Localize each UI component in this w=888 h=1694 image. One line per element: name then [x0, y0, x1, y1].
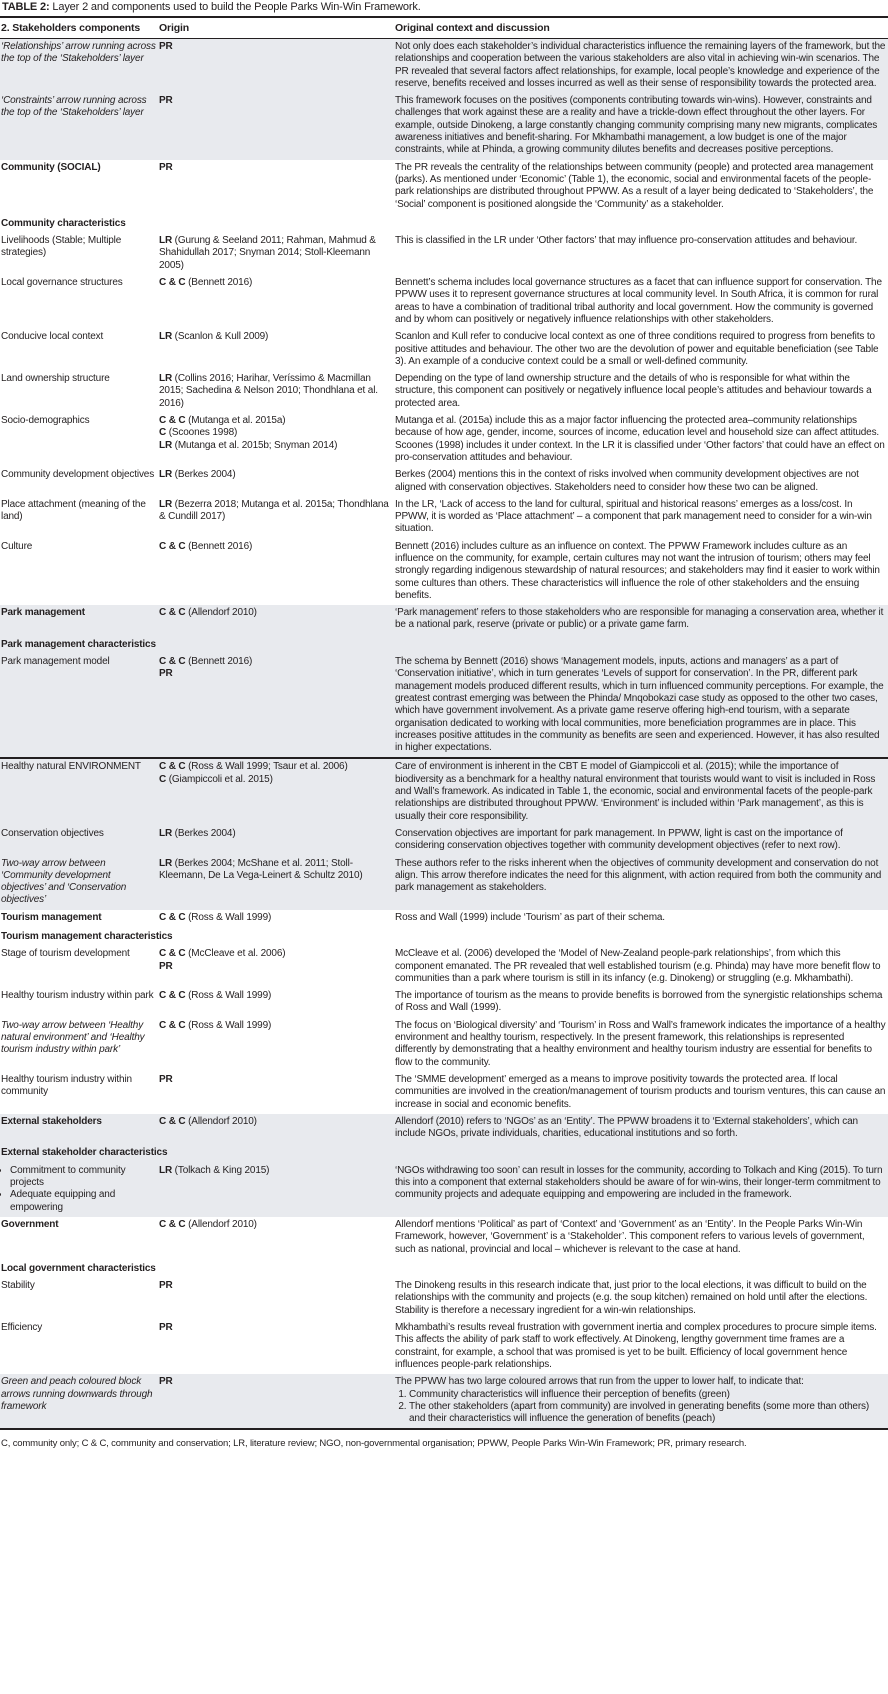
section-heading: External stakeholder characteristics — [0, 1143, 888, 1162]
header-origin: Origin — [159, 22, 190, 34]
context-text: Allendorf (2010) refers to ‘NGOs’ as an ‘Entity’. The PPWW broadens it to ‘External stakeholders’, which can include NGOs, private individuals, charities, educational institutions and so forth. — [395, 1115, 858, 1140]
context-text: McCleave et al. (2006) developed the ‘Model of New-Zealand people-park relationships’, from which this component emanated. The PR revealed that well established tourism (e.g. Phinda) may have more benefit flow to communities than a park where tourism is still in its infancy (e.g. Dinokeng) or struggling (e.g. Mkhambathi). — [395, 948, 881, 984]
context-cell — [394, 275, 888, 329]
table-row — [0, 1072, 888, 1114]
component-cell: Stage of tourism development — [1, 948, 130, 960]
component-cell: Park management — [0, 605, 158, 635]
section-heading: Local government characteristics — [1, 1262, 156, 1274]
table-row — [0, 1217, 888, 1259]
component-cell: Healthy tourism industry within park — [1, 990, 154, 1002]
table-row — [0, 329, 888, 371]
context-text: Bennett’s schema includes local governance structures as a facet that can influence support for conservation. The PPWW uses it to represent governance structures at local community level. In South Africa, it is common for rural areas to have a combination of traditional tribal authority and local government. How the community is governed and by whom can positively or negatively influence relationships with other stakeholders. — [395, 277, 882, 325]
component-cell: Local governance structures — [1, 277, 123, 289]
origin-reference: (Ross & Wall 1999) — [185, 1019, 272, 1031]
context-text: Bennett (2016) includes culture as an influence on context. The PPWW Framework includes culture as an influence on the community, for example, certain cultures may not want the intrusion of tourism; others may feel strongly regarding indigenous stewardship of natural resources; and stakeholders may find it easier to work within some cultures than others. These characteristics will influence the role of other stakeholders and the ensuing benefits. — [395, 540, 880, 601]
origin-line — [159, 1376, 392, 1388]
table-row — [0, 856, 888, 910]
context-text: The importance of tourism as the means to provide benefits is borrowed from the synergistic relationships schema of Ross and Wall (1999). — [395, 990, 883, 1014]
component-cell: ‘Relationships’ arrow running across the top of the ‘Stakeholders’ layer — [0, 39, 158, 94]
context-cell — [394, 39, 888, 94]
origin-cell — [158, 1114, 394, 1144]
origin-line — [159, 1322, 392, 1334]
component-cell: Park management model — [0, 654, 158, 758]
context-cell — [394, 1018, 888, 1072]
origin-cell — [158, 1278, 394, 1320]
origin-code: C & C — [159, 1115, 186, 1127]
table-row — [0, 654, 888, 758]
table-row — [0, 758, 888, 825]
context-text: The ‘SMME development’ emerged as a means to improve positivity towards the protected area. If local communities are involved in the creation/management of tourism products and tourism ventures, this can cause an increase in social and economic benefits. — [395, 1073, 886, 1110]
origin-code: LR — [159, 498, 173, 510]
table-row — [0, 1018, 888, 1072]
context-cell — [394, 467, 888, 497]
table-title: Layer 2 and components used to build the People Parks Win-Win Framework. — [49, 1, 421, 13]
origin-code: LR — [159, 373, 173, 385]
origin-code: C & C — [159, 415, 186, 427]
origin-cell — [158, 539, 394, 605]
context-cell — [394, 605, 888, 635]
origin-reference: (Ross & Wall 1999) — [185, 911, 272, 923]
table-body — [0, 39, 888, 1430]
context-text: Mkhambathi’s results reveal frustration with government inertia and complex procedures to procure simple items. This affects the ability of park staff to work effectively. At Dinokeng, lengthy government time frames are a constraint, for example, a school that was promised is yet to be built. Efficiency of local government hence influences people-park relationships. — [395, 1322, 877, 1370]
context-cell — [394, 1278, 888, 1320]
origin-line — [159, 95, 392, 107]
origin-reference: (Ross & Wall 1999; Tsaur et al. 2006) — [185, 761, 348, 773]
component-cell: Two-way arrow between ‘Community development objectives’ and ‘Conservation objectives’ — [0, 856, 158, 910]
component-bullet-list — [1, 1165, 156, 1214]
origin-reference: (Berkes 2004) — [172, 827, 236, 839]
origin-line — [159, 1219, 392, 1231]
context-cell — [394, 758, 888, 825]
component-cell: Community (SOCIAL) — [1, 161, 101, 173]
context-text: Scanlon and Kull refer to conducive local context as one of three conditions required to progress from benefits to positive attitudes and behaviour. The other two are the devolution of power and equitable beneficiation (see Table 3). An example of a conducive context could be a small or well-defined community. — [395, 331, 879, 367]
origin-cell — [158, 467, 394, 497]
context-text: In the LR, ‘Lack of access to the land for cultural, spiritual and historical reasons’ emerges as a loss/cost. In PPWW, it is worded as ‘Place attachment’ – a component that park management need to consider for a win-win situation. — [395, 498, 872, 535]
section-heading: Community characteristics — [1, 217, 126, 229]
origin-line — [159, 541, 392, 553]
origin-code: LR — [159, 827, 173, 839]
origin-code: C & C — [159, 607, 186, 619]
origin-reference: (Bezerra 2018; Mutanga et al. 2015a; Thondhlana & Cundill 2017) — [159, 498, 389, 523]
context-cell — [394, 1217, 888, 1259]
origin-code: C & C — [159, 656, 186, 668]
context-text: Care of environment is inherent in the CBT E model of Giampiccoli et al. (2015); while the importance of biodiversity as a benchmark for a healthy natural environment that tourists would want to visit is included in Ross and Wall’s framework. As indicated in Table 1, the economic, social and environmental facets of the people-park relationships are distributed throughout PPWW. ‘Environment’ is included within ‘Park management’, as this is usually their core responsibility. — [395, 761, 876, 822]
table-row — [0, 946, 888, 988]
origin-cell — [158, 275, 394, 329]
section-heading-row — [0, 1259, 888, 1278]
origin-code: C & C — [159, 540, 186, 552]
origin-code: LR — [159, 857, 173, 869]
origin-reference: (Scoones 1998) — [166, 427, 238, 439]
origin-reference: (Bennett 2016) — [185, 277, 253, 289]
section-heading-row — [0, 214, 888, 233]
origin-reference: (Bennett 2016) — [185, 540, 253, 552]
origin-code: C & C — [159, 948, 186, 960]
origin-reference: (Berkes 2004) — [172, 469, 236, 481]
origin-code: C & C — [159, 1019, 186, 1031]
context-text: Depending on the type of land ownership structure and the details of who is responsible for what within the structure, this component can positively or negatively influence local people’s attitudes and behaviour towards a protected area. — [395, 373, 872, 409]
table-row — [0, 39, 888, 94]
component-cell: Socio-demographics — [1, 415, 90, 427]
origin-line — [159, 331, 392, 343]
context-cell — [394, 988, 888, 1018]
table-row — [0, 275, 888, 329]
origin-cell — [158, 1018, 394, 1072]
context-text: The focus on ‘Biological diversity’ and ‘Tourism’ in Ross and Wall’s framework indicates the importance of a healthy environment and healthy tourism, respectively. In the present framework, this relationships is represented differently by demonstrating that a healthy environment and healthy tourism industry are essential for benefits to flow to the community. — [395, 1019, 886, 1068]
origin-line — [159, 469, 392, 481]
context-cell — [394, 160, 888, 214]
context-text: Berkes (2004) mentions this in the context of risks involved when community development objectives are not aligned with conservation objectives. Stakeholders need to consider how these two can be aligned. — [395, 469, 859, 493]
context-list-item: 2. The other stakeholders (apart from community) are involved in generating benefits (some more than others) and their characteristics will influence the generation of benefits (peach) — [409, 1401, 886, 1426]
context-text: The Dinokeng results in this research indicate that, just prior to the local elections, it was difficult to build on the relationships with the community and projects (e.g. the soup kitchen) remained on hold until after the elections. Stability is therefore a necessary ingredient for a win-win relationships. — [395, 1280, 868, 1316]
component-cell: Green and peach coloured block arrows running downwards through framework — [0, 1374, 158, 1429]
origin-line — [159, 1280, 392, 1292]
origin-code: PR — [159, 1280, 173, 1292]
table-row — [0, 160, 888, 214]
origin-line — [159, 858, 392, 883]
table-header-row — [0, 17, 888, 39]
component-cell: Livelihoods (Stable; Multiple strategies) — [1, 235, 122, 259]
origin-line — [159, 774, 392, 786]
origin-line — [159, 912, 392, 924]
table-row — [0, 1278, 888, 1320]
context-cell — [394, 1374, 888, 1429]
component-cell: Healthy natural ENVIRONMENT — [0, 758, 158, 825]
origin-cell — [158, 39, 394, 94]
origin-reference: (McCleave et al. 2006) — [185, 948, 286, 960]
origin-reference: (Collins 2016; Harihar, Veríssimo & Macmillan 2015; Sachedina & Nelson 2010; Thondhlana et al. 2016) — [159, 373, 378, 409]
context-cell — [394, 413, 888, 467]
table-label: TABLE 2: — [2, 1, 50, 13]
origin-reference: (Allendorf 2010) — [185, 1115, 257, 1127]
table-row — [0, 605, 888, 635]
context-text: These authors refer to the risks inherent when the objectives of community development and conservation do not align. This arrow therefore indicates the need for this alignment, with action required from both the community and park management as stakeholders. — [395, 857, 882, 894]
component-cell: Two-way arrow between ‘Healthy natural environment’ and ‘Healthy tourism industry within park’ — [1, 1019, 145, 1056]
origin-cell — [158, 1072, 394, 1114]
origin-code: PR — [159, 95, 173, 107]
section-heading-row — [0, 1143, 888, 1162]
origin-code: PR — [159, 161, 173, 173]
origin-line — [159, 761, 392, 773]
context-text: Ross and Wall (1999) include ‘Tourism’ as part of their schema. — [395, 911, 665, 923]
context-cell — [394, 497, 888, 539]
context-cell — [394, 329, 888, 371]
component-cell: Conservation objectives — [0, 826, 158, 856]
header-context: Original context and discussion — [395, 22, 550, 34]
component-cell: External stakeholders — [0, 1114, 158, 1144]
origin-reference: (Allendorf 2010) — [185, 607, 257, 619]
context-text: This is classified in the LR under ‘Other factors’ that may influence pro-conservation attitudes and behaviour. — [395, 235, 858, 247]
origin-cell — [158, 1163, 394, 1217]
component-cell: Community development objectives — [1, 469, 155, 481]
origin-code: PR — [159, 1322, 173, 1334]
context-cell — [394, 1072, 888, 1114]
origin-line — [159, 1165, 392, 1177]
origin-code: C & C — [159, 990, 186, 1002]
origin-line — [159, 961, 392, 973]
table-row — [0, 1374, 888, 1429]
origin-code: C — [159, 773, 167, 785]
context-text: This framework focuses on the positives (components contributing towards win-wins). However, constraints and challenges that work against these are a reality and have a trickle-down effect throughout the other layers. For example, outside Dinokeng, a large constantly changing community comprising many new migrants, complicates awareness initiatives and benefit-sharing. For Mkhambathi management, a low budget is one of the major constraints, while at Phinda, a growing community dilutes benefits and decreases positive perceptions. — [395, 95, 878, 156]
origin-reference: (Berkes 2004; McShane et al. 2011; Stoll-Kleemann, De La Vega-Leinert & Schultz 2010) — [159, 857, 363, 881]
section-heading: Park management characteristics — [0, 635, 888, 654]
context-text: Allendorf mentions ‘Political’ as part of ‘Context’ and ‘Government’ as an ‘Entity’. In the People Parks Win-Win Framework, however, ‘Government’ is a ‘Stakeholder’. This component refers to various levels of government, such as national, provincial and local – whichever is relevant to the case at hand. — [395, 1218, 865, 1255]
origin-code: PR — [159, 668, 173, 680]
section-heading: Tourism management characteristics — [1, 931, 173, 942]
origin-code: LR — [159, 235, 173, 247]
table-row — [0, 1163, 888, 1217]
component-cell: Culture — [1, 540, 33, 552]
origin-cell — [158, 93, 394, 159]
context-text: ‘Park management’ refers to those stakeholders who are responsible for managing a conservation area, whether it be a national park, reserve (private or public) or a private game farm. — [395, 607, 884, 631]
component-cell: Place attachment (meaning of the land) — [1, 498, 146, 523]
context-list — [395, 1389, 886, 1426]
origin-line — [159, 440, 392, 452]
context-text: Mutanga et al. (2015a) include this as a major factor influencing the protected area–community relationships because of how age, gender, income, sources of income, education level and household size can affect attitudes. Scoones (1998) includes it under context. In the LR it is classified under ‘Other factors’ that could have an effect on pro-conservation attitudes and behaviour. — [395, 415, 885, 463]
origin-cell — [158, 826, 394, 856]
origin-cell — [158, 497, 394, 539]
origin-line — [159, 415, 392, 427]
context-text: Not only does each stakeholder’s individual characteristics influence the remaining layers of the framework, but the relationships and cooperation between the various stakeholders are also vital in achieving win-win scenarios. The PR revealed that several factors affect relationships, for example, local people’s knowledge and experience of the reserve, benefits received and losses incurred as well as their sense of responsibility towards the protected area. — [395, 41, 886, 89]
origin-code: LR — [159, 469, 173, 481]
origin-line — [159, 499, 392, 524]
origin-cell — [158, 605, 394, 635]
origin-cell — [158, 856, 394, 910]
stakeholders-table — [0, 16, 888, 1430]
origin-cell — [158, 413, 394, 467]
component-cell: Stability — [1, 1280, 35, 1292]
origin-cell — [158, 1374, 394, 1429]
origin-cell — [158, 946, 394, 988]
component-cell: Conducive local context — [1, 331, 104, 343]
origin-line — [159, 162, 392, 174]
origin-code: LR — [159, 439, 173, 451]
table-row — [0, 826, 888, 856]
section-heading-row — [0, 635, 888, 654]
context-cell — [394, 826, 888, 856]
origin-line — [159, 277, 392, 289]
context-cell — [394, 371, 888, 413]
origin-line — [159, 656, 392, 668]
origin-code: PR — [159, 1376, 173, 1388]
component-bullet: • Commitment to community projects — [10, 1165, 156, 1190]
origin-cell — [158, 988, 394, 1018]
origin-code: C & C — [159, 911, 186, 923]
origin-line — [159, 427, 392, 439]
context-cell — [394, 946, 888, 988]
component-cell: Healthy tourism industry within community — [1, 1073, 132, 1098]
origin-line — [159, 990, 392, 1002]
origin-reference: (Tolkach & King 2015) — [172, 1164, 270, 1176]
context-text: The PPWW has two large coloured arrows that run from the upper to lower half, to indicate that: — [395, 1376, 804, 1388]
origin-line — [159, 41, 392, 53]
header-components: 2. Stakeholders components — [1, 22, 141, 34]
context-cell — [394, 1114, 888, 1144]
component-cell: Land ownership structure — [1, 373, 110, 385]
origin-cell — [158, 371, 394, 413]
origin-cell — [158, 1320, 394, 1374]
table-row — [0, 1320, 888, 1374]
origin-reference: (Ross & Wall 1999) — [185, 990, 272, 1002]
context-text: ‘NGOs withdrawing too soon’ can result in losses for the community, according to Tolkach and King (2015). To turn this into a component that external stakeholders should be aware of for win-wins, their longer-term commitment to community projects and adequate equipping and empowering are included in the framework. — [395, 1164, 883, 1201]
context-cell — [394, 539, 888, 605]
origin-reference: (Gurung & Seeland 2011; Rahman, Mahmud & Shahidullah 2017; Snyman 2014; Stoll-Kleemann 2005) — [159, 235, 376, 271]
origin-reference: (Giampiccoli et al. 2015) — [166, 773, 273, 785]
origin-cell — [158, 758, 394, 825]
origin-code: LR — [159, 331, 173, 343]
origin-code: C & C — [159, 1218, 186, 1230]
origin-code: PR — [159, 41, 173, 52]
component-cell: ‘Constraints’ arrow running across the top of the ‘Stakeholders’ layer — [0, 93, 158, 159]
table-row — [0, 233, 888, 275]
table-row — [0, 93, 888, 159]
origin-code: C — [159, 427, 167, 439]
origin-code: C & C — [159, 761, 186, 773]
table-row — [0, 467, 888, 497]
origin-line — [159, 668, 392, 680]
context-text: Conservation objectives are important for park management. In PPWW, light is cast on the importance of considering conservation objectives together with community development objectives (refer to next row). — [395, 827, 843, 852]
table-row — [0, 1114, 888, 1144]
origin-line — [159, 1074, 392, 1086]
origin-reference: (Bennett 2016) — [185, 656, 253, 668]
component-bullet: • Adequate equipping and empowering — [10, 1189, 156, 1214]
origin-code: C & C — [159, 277, 186, 289]
table-row — [0, 539, 888, 605]
table-row — [0, 497, 888, 539]
context-cell — [394, 1163, 888, 1217]
origin-code: PR — [159, 960, 173, 972]
table-caption — [0, 0, 888, 16]
origin-code: LR — [159, 1164, 173, 1176]
section-heading-row — [0, 927, 888, 946]
context-cell — [394, 910, 888, 927]
component-cell: Government — [1, 1218, 59, 1230]
origin-reference: (Allendorf 2010) — [185, 1218, 257, 1230]
context-cell — [394, 93, 888, 159]
context-list-item: 1. Community characteristics will influence their perception of benefits (green) — [409, 1389, 886, 1401]
context-cell — [394, 654, 888, 758]
table-row — [0, 910, 888, 927]
table-row — [0, 988, 888, 1018]
context-text: The PR reveals the centrality of the relationships between community (people) and protected area management (parks). As mentioned under ‘Economic’ (Table 1), the economic, social and environmental facets of the people-park relationships are distributed throughout PPWW. As a result of a layer being dedicated to ‘Stakeholders’, the ‘Social’ component is positioned alongside the ‘Community’ as a stakeholder. — [395, 161, 874, 210]
origin-cell — [158, 233, 394, 275]
origin-line — [159, 1020, 392, 1032]
origin-reference: (Mutanga et al. 2015a) — [185, 415, 286, 427]
origin-line — [159, 373, 392, 410]
context-text: The schema by Bennett (2016) shows ‘Management models, inputs, actions and managers’ as a part of ‘Conservation initiative’, which in turn generates ‘Levels of support for conservation’. In the PR, different park management models produced different results, which in turn influenced community perceptions. For example, the greatest contrast emerging was between the Phinda/ Mnqobokazi case study as opposed to the other two cases, which have government involvement. As a private game reserve offering high-end tourism, with a separate organisation dedicated to working with local communities, more beneficiation programmes are in place. This increases positive attitudes in the community as benefits are seen and experienced. However, it has also resulted in higher expectations. — [395, 656, 884, 754]
origin-cell — [158, 654, 394, 758]
origin-line — [159, 948, 392, 960]
origin-line — [159, 235, 392, 272]
context-cell — [394, 1320, 888, 1374]
origin-cell — [158, 329, 394, 371]
origin-cell — [158, 910, 394, 927]
component-cell — [0, 1163, 158, 1217]
origin-code: PR — [159, 1073, 173, 1085]
table-row — [0, 371, 888, 413]
context-cell — [394, 233, 888, 275]
component-cell: Efficiency — [1, 1322, 43, 1334]
origin-line — [159, 607, 392, 619]
origin-cell — [158, 160, 394, 214]
origin-reference: (Scanlon & Kull 2009) — [172, 331, 269, 343]
table-footnote: C, community only; C & C, community and conservation; LR, literature review; NGO, non-governmental organisation; PPWW, People Parks Win-Win Framework; PR, primary research. — [1, 1438, 747, 1450]
origin-cell — [158, 1217, 394, 1259]
origin-reference: (Mutanga et al. 2015b; Snyman 2014) — [172, 439, 338, 451]
component-cell: Tourism management — [1, 911, 102, 923]
origin-line — [159, 828, 392, 840]
table-row — [0, 413, 888, 467]
origin-line — [159, 1116, 392, 1128]
context-cell — [394, 856, 888, 910]
